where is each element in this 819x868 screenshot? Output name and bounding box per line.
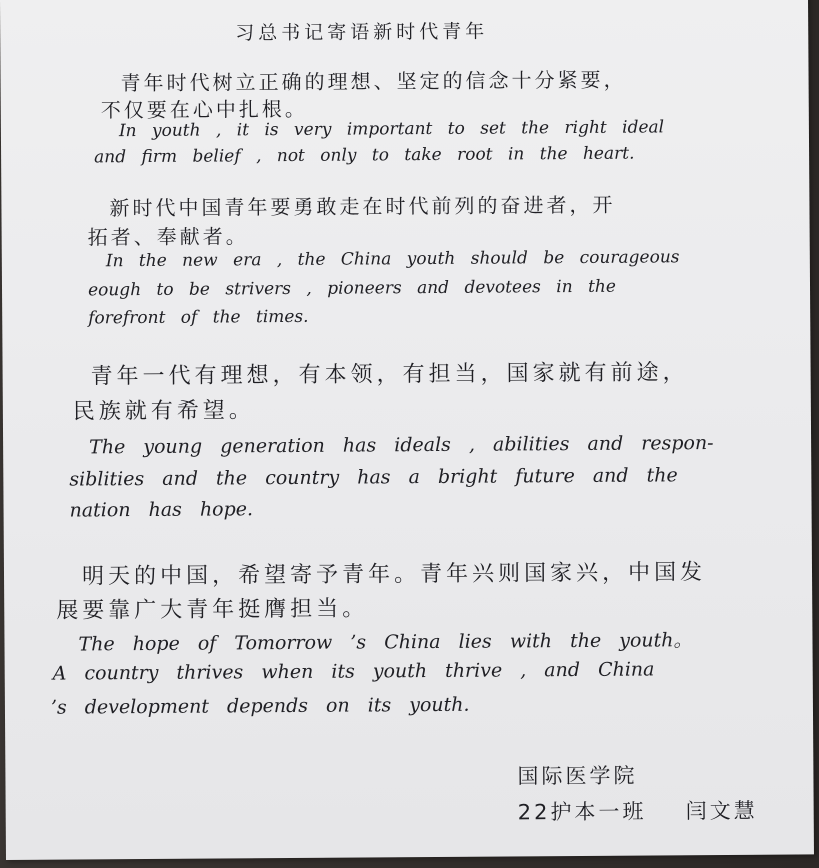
paragraph-4-english-line-2: A country thrives when its youth thrive , and China xyxy=(52,658,655,685)
paragraph-3-chinese-line-1: 青年一代有理想，有本领，有担当，国家就有前途， xyxy=(90,360,689,390)
paragraph-4-english-line-1: The hope of Tomorrow ’s China lies with the youth。 xyxy=(78,629,693,656)
paragraph-1-english-line-2: and firm belief , not only to take root in the heart. xyxy=(94,143,635,168)
paragraph-2-english-line-3: forefront of the times. xyxy=(88,306,309,329)
paragraph-1-chinese-line-2: 不仅要在心中扎根。 xyxy=(100,96,308,123)
paragraph-4-chinese-line-1: 明天的中国，希望寄予青年。青年兴则国家兴，中国发 xyxy=(81,560,707,590)
paragraph-3-english-line-3: nation has hope. xyxy=(69,498,254,522)
paragraph-3-chinese-line-2: 民族就有希望。 xyxy=(72,398,255,425)
signature-name: 闫文慧 xyxy=(685,798,758,824)
paragraph-4-chinese-line-2: 展要靠广大青年挺膺担当。 xyxy=(56,596,369,624)
paragraph-2-chinese-line-1: 新时代中国青年要勇敢走在时代前列的奋进者，开 xyxy=(109,192,616,221)
signature-class: 22护本一班 xyxy=(517,799,647,825)
paragraph-3-english-line-1: The young generation has ideals , abilities and respon- xyxy=(89,432,714,459)
paragraph-1-english-line-1: In youth , it is very important to set the right ideal xyxy=(118,117,665,142)
paragraph-2-english-line-2: eough to be strivers , pioneers and devotees in the xyxy=(87,276,616,301)
paragraph-4-english-line-3: ’s development depends on its youth. xyxy=(50,693,470,719)
paragraph-3-english-line-2: siblities and the country has a bright future and the xyxy=(69,464,678,491)
paragraph-2-english-line-1: In the new era , the China youth should be courageous xyxy=(105,247,680,272)
paragraph-2-chinese-line-2: 拓者、奉献者。 xyxy=(87,224,249,250)
sheet-title: 习总书记寄语新时代青年 xyxy=(235,20,489,45)
signature-school: 国际医学院 xyxy=(517,763,638,789)
paragraph-1-chinese-line-1: 青年时代树立正确的理想、坚定的信念十分紧要， xyxy=(120,67,627,96)
